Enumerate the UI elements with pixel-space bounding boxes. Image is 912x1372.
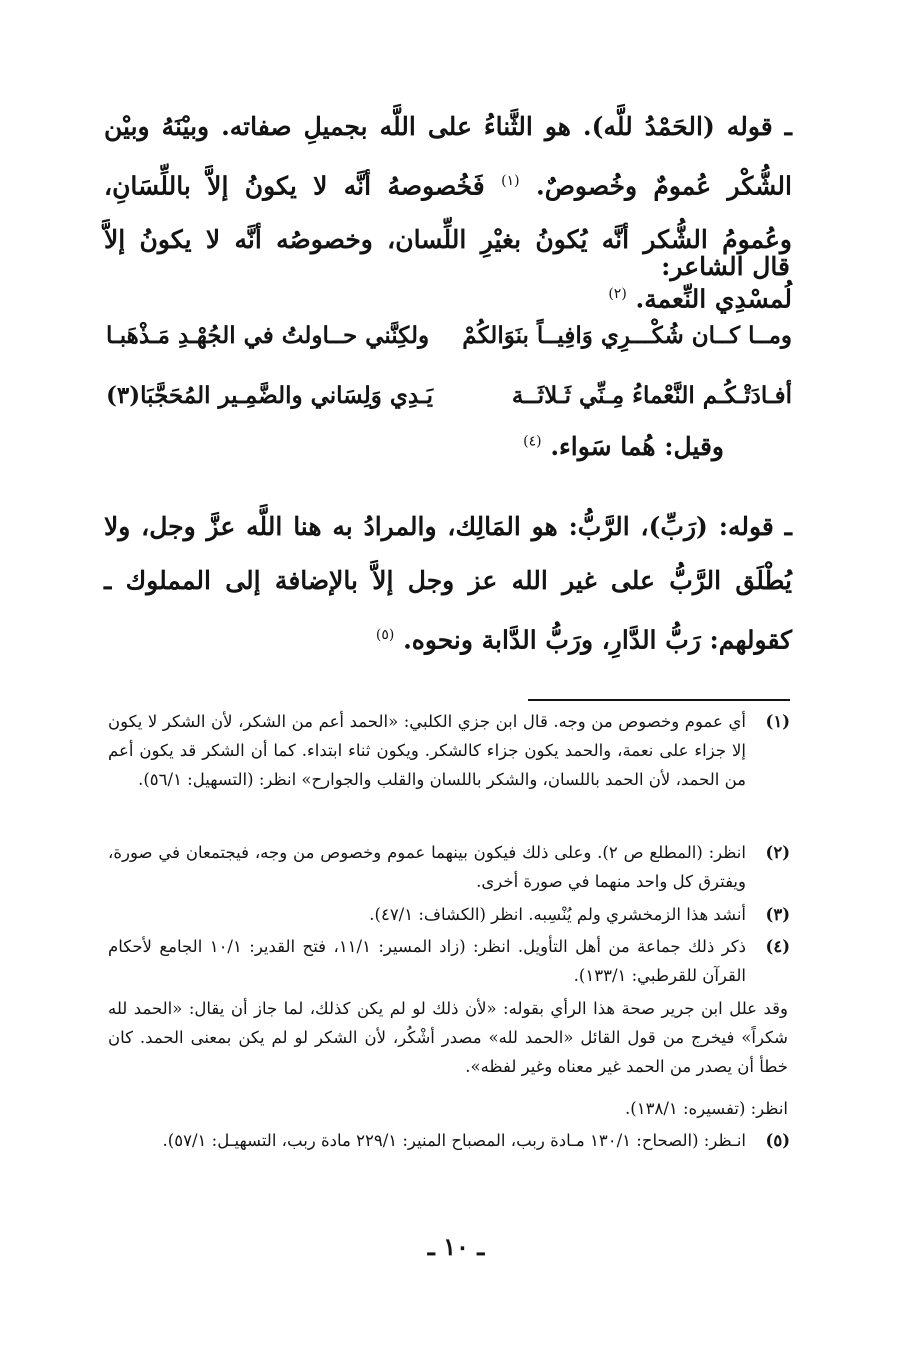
- paragraph-lord-text: ـ قوله: (رَبِّ)، الرَّبُّ: هو المَالِك، والمرادُ به هنا اللَّه عزَّ وجل، ولا يُطْلَق الرَّبُّ على غير الله عز وجل إلاَّ بالإضافة إلى المملوك ـ كقولهم: رَبُّ الدَّارِ، ورَبُّ الدَّابة ونحوه.: [104, 512, 792, 655]
- footnote-ref-4: (٤): [523, 433, 542, 450]
- footnote-text: وقد علل ابن جرير صحة هذا الرأي بقوله: «لأن ذلك لو لم يكن كذلك، لما جاز أن يقال: «الحمد لله شكراً» فيخرج من قول القائل «الحمد لله» مصدر أشْكُر، لأن الشكر لو لم يكن بمعنى الحمد. كان خطأ أن يصدر من الحمد غير معناه وغير لفظه».: [108, 999, 788, 1076]
- footnote-4-continuation: [108, 994, 788, 1081]
- poet-label: قال الشاعر:: [661, 252, 790, 281]
- footnote-text: ذكر ذلك جماعة من أهل التأويل. انظر: (زاد المسير: ١١/١، فتح القدير: ١٠/١ الجامع لأحكام القرآن للقرطبي: ١٣٣/١).: [108, 937, 747, 985]
- saying-text: وقيل: هُما سَواء.: [550, 432, 724, 461]
- verse-1-first-hemistich: ومــا كــان شُكْـــرِي وَافِيــاً بنَوَالكُمْ: [462, 322, 792, 349]
- paragraph-lord: [104, 500, 792, 667]
- footnote-text: انظر: (المطلع ص ٢). وعلى ذلك فيكون بينهما عموم وخصوص من وجه، فيجتمعان في صورة، ويفترق كل واحد منهما في صورة أخرى.: [108, 843, 746, 891]
- footnote-text: انظر: (تفسيره: ١٣٨/١).: [625, 1099, 788, 1118]
- page-number: ـ ١٠ ـ: [427, 1232, 485, 1261]
- paragraph-praise-text: ـ قوله (الحَمْدُ للَّه). هو الثَّناءُ على اللَّه بجميلِ صفاته. وبيْنَهُ وبيْن الشُّكْر عُمومٌ وخُصوصٌ.: [104, 112, 792, 201]
- paragraph-praise: [104, 100, 792, 327]
- footnote-ref-2: (٢): [608, 286, 627, 303]
- footnote-text: أي عموم وخصوص من وجه. قال ابن جزي الكلبي: «الحمد أعم من الشكر، لأن الشكر لا يكون إلا جزاء على نعمة، والحمد يكون جزاء كالشكر. ويكون ثناء ابتداء. كما أن الشكر قد يكون أعم من الحمد، لأن الحمد باللسان، والشكر باللسان والقلب والجوارح» انظر: (التسهيل: ٥٦/١).: [108, 712, 746, 789]
- footnote-text: انـظر: (الصحاح: ١٣٠/١ مـادة ربب، المصباح المنير: ٢٢٩/١ مادة ربب، التسهيـل: ٥٧/١).: [162, 1131, 746, 1150]
- footnote-separator: [528, 699, 790, 701]
- verse-2-second-hemistich: يَـدِي وَلِسَاني والضَّمِـير المُحَجَّبَا(٣): [106, 382, 434, 409]
- footnote-number: (١): [765, 712, 790, 731]
- footnote-5: [108, 1126, 788, 1155]
- footnote-number: (٢): [765, 843, 790, 862]
- saying-line: [523, 432, 724, 461]
- verse-1-second-hemistich: ولكِنَّني حــاولتُ في الجُهْـدِ مَـذْهَبـا: [106, 322, 430, 349]
- footnote-number: (٣): [765, 905, 790, 924]
- footnote-4: [108, 932, 788, 990]
- footnote-1: [108, 707, 788, 794]
- footnote-ref-5: (٥): [375, 627, 395, 643]
- paragraph-praise-text-2: فَخُصوصهُ أنَّه لا يكونُ إلاَّ باللِّسَانِ، وعُمومُ الشُّكر أنَّه يُكونُ بغيْرِ اللِّسان، وخصوصُه أنَّه لا يكونُ إلاَّ لُمسْدِي النِّعمة.: [104, 171, 792, 314]
- footnote-ref-1: (١): [501, 173, 520, 189]
- footnote-text: أنشد هذا الزمخشري ولم يُنْسِبه. انظر (الكشاف: ٤٧/١).: [369, 905, 746, 924]
- footnote-number: (٤): [765, 937, 790, 956]
- footnote-3: [108, 900, 788, 929]
- footnote-number: (٥): [765, 1131, 790, 1150]
- footnote-4-reference: [108, 1094, 788, 1123]
- footnote-2: [108, 838, 788, 896]
- verse-2-first-hemistich: أفـادَتْـكُـم النَّعْماءُ مِـنِّي ثَـلاثَــة: [511, 382, 792, 409]
